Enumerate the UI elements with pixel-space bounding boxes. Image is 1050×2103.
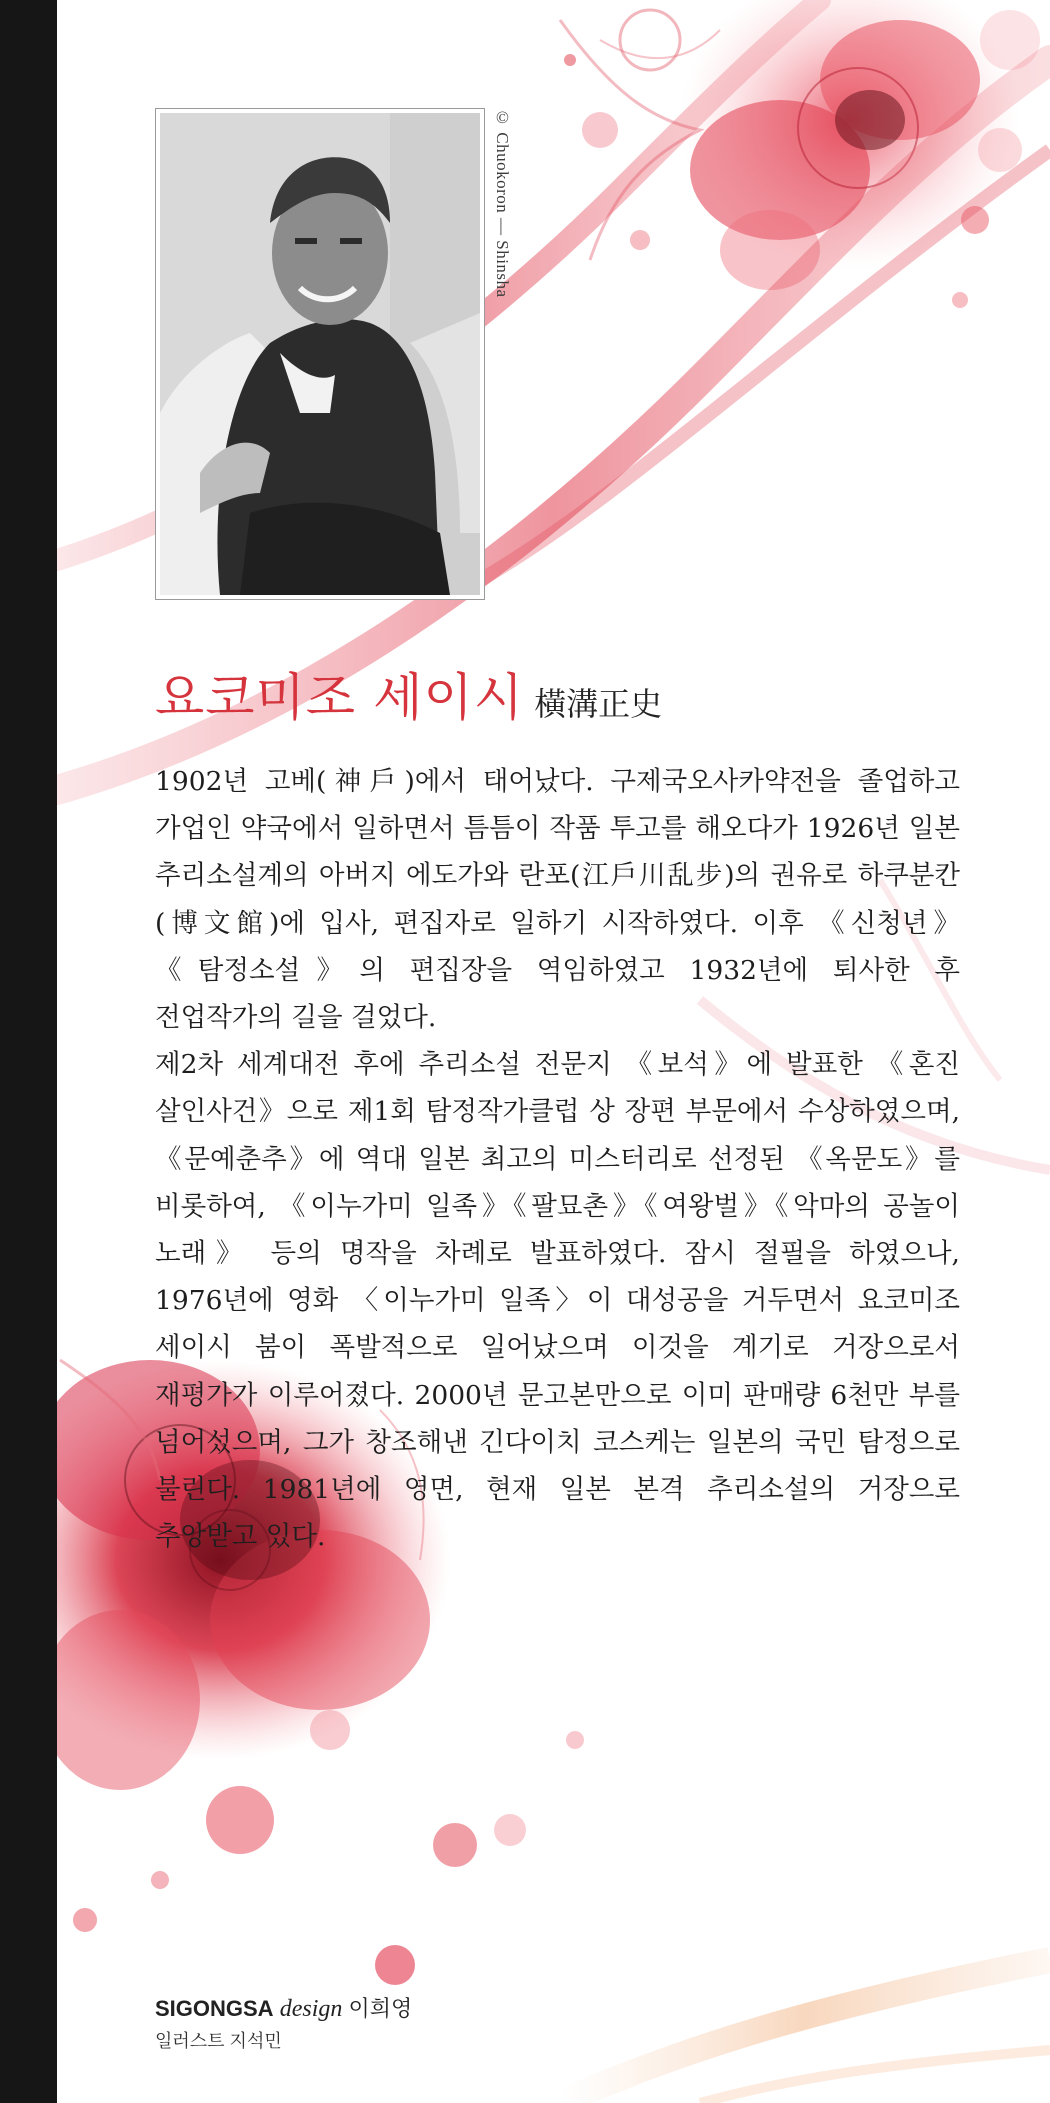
author-biography [155,758,960,1560]
bio-paragraph-career: 제2차 세계대전 후에 추리소설 전문지 《보석》에 발표한 《혼진 살인사건》으로 제1회 탐정작가클럽 상 장편 부문에서 수상하였으며, 《문예춘추》에 역대 일본 최고의 미스터리로 선정된 《옥문도》를 비롯하여, 《이누가미 일족》《팔묘촌》《여왕벌》《악마의 공놀이 노래》 등의 명작을 차례로 발표하였다. 잠시 절필을 하였으나, 1976년에 영화 〈이누가미 일족〉이 대성공을 거두면서 요코미조 세이시 붐이 폭발적으로 일어났으며 이것을 계기로 거장으로서 재평가가 이루어졌다. 2000년 문고본만으로 이미 판매량 6천만 부를 넘어섰으며, 그가 창조해낸 긴다이치 코스케는 일본의 국민 탐정으로 불린다. 1981년에 영면, 현재 일본 본격 추리소설의 거장으로 추앙받고 있다. [155,1049,960,1553]
publisher-brand: SIGONGSA [155,1996,274,2021]
designer-name: 이희영 [348,1996,413,2021]
book-spine-edge [0,0,57,2103]
credits-footer [155,1992,412,2053]
bio-paragraph-early-life: 1902년 고베(神戶)에서 태어났다. 구제국오사카약전을 졸업하고 가업인 약국에서 일하면서 틈틈이 작품 투고를 해오다가 1926년 일본 추리소설계의 아버지 에도가와 란포(江戶川乱步)의 권유로 하쿠분칸(博文館)에 입사, 편집자로 일하기 시작하였다. 이후 《신청년》《탐정소설》의 편집장을 역임하였고 1932년에 퇴사한 후 전업작가의 길을 걸었다. [155,766,960,1034]
illustration-credit: 일러스트 지석민 [155,2031,282,2051]
author-photo [155,108,485,600]
design-credit [155,1992,412,2023]
author-name [155,656,662,730]
author-name-hanja: 橫溝正史 [534,685,663,723]
author-name-korean: 요코미조 세이시 [155,669,525,728]
author-portrait-image [160,113,480,595]
design-label: design [279,1996,343,2022]
photo-credit: © Chuokoron — Shinsha [493,108,512,298]
